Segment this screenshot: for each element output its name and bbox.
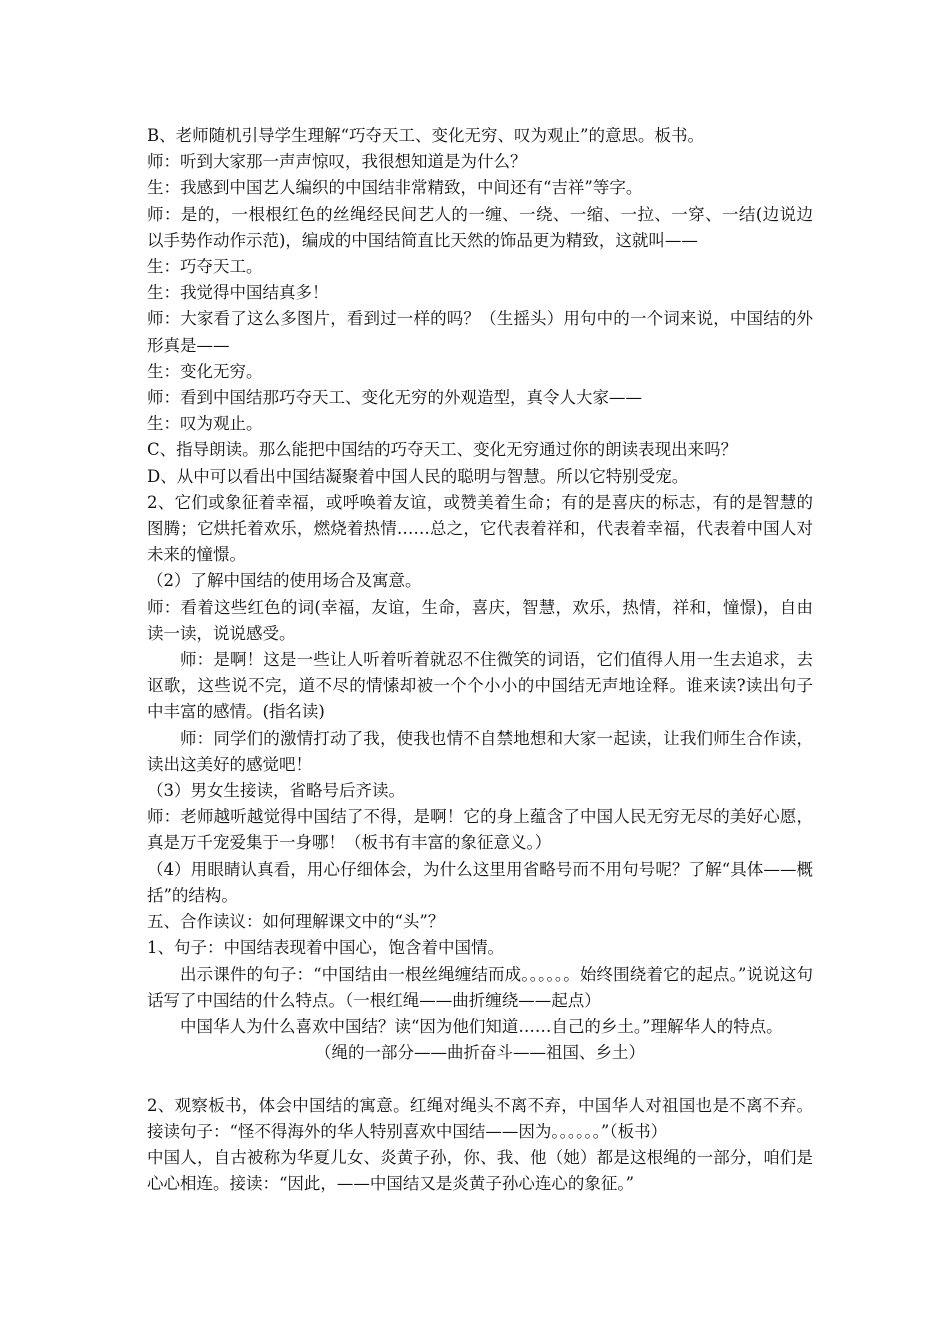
paragraph-rope-summary: （绳的一部分——曲折奋斗——祖国、乡土） [315, 1043, 645, 1063]
paragraph-section-2: （2）了解中国结的使用场合及寓意。 [147, 571, 422, 591]
paragraph-2-symbol: 2、它们或象征着幸福，或呼唤着友谊，或赞美着生命；有的是喜庆的标志，有的是智慧的图腾；它烘托着欢乐，燃烧着热情……总之，它代表着祥和，代表着幸福，代表着中国人对未来的憧憬。 [147, 492, 813, 565]
paragraph-student-tanwei: 生：叹为观止。 [147, 414, 263, 434]
paragraph-chinese-love: 中国华人为什么喜欢中国结？读“因为他们知道……自己的乡土。”理解华人的特点。 [180, 1016, 783, 1036]
paragraph-teacher-pictures: 师：大家看了这么多图片，看到过一样的吗？（生摇头）用句中的一个词来说，中国结的外形真是—— [147, 309, 813, 355]
paragraph-c: C、指导朗读。那么能把中国结的巧夺天工、变化无穷通过你的朗读表现出来吗？ [147, 440, 738, 460]
paragraph-teacher-amazing: 师：老师越听越觉得中国结了不得，是啊！它的身上蕴含了中国人民无穷无尽的美好心愿，真是万千宠爱集于一身哪！（板书有丰富的象征意义。） [147, 807, 813, 853]
paragraph-teacher-passion: 师：同学们的激情打动了我，使我也情不自禁地想和大家一起读，让我们师生合作读，读出这美好的感觉吧！ [147, 728, 813, 774]
paragraph-d: D、从中可以看出中国结凝聚着中国人民的聪明与智慧。所以它特别受宠。 [147, 466, 689, 486]
paragraph-teacher-smile-words: 师：是啊！这是一些让人听着听着就忍不住微笑的词语，它们值得人用一生去追求，去讴歌，这些说不完，道不尽的情愫却被一个个小小的中国结无声地诠释。谁来读?读出句子中丰富的感情。(指名读) [147, 650, 813, 722]
paragraph-teacher-question: 师：听到大家那一声声惊叹，我很想知道是为什么？ [147, 152, 527, 172]
paragraph-section-3: （3）男女生接读，省略号后齐读。 [147, 781, 405, 801]
paragraph-five-heading: 五、合作读议：如何理解课文中的“头”？ [147, 912, 445, 932]
paragraph-teacher-appearance: 师：看到中国结那巧夺天工、变化无穷的外观造型，真令人大家—— [147, 388, 642, 408]
paragraph-chinese-people: 中国人，自古被称为华夏儿女、炎黄子孙，你、我、他（她）都是这根绳的一部分，咱们是心心相连。接读：“因此，——中国结又是炎黄子孙心连心的象征。” [147, 1147, 813, 1194]
blank-line [147, 1066, 813, 1092]
paragraph-student-answer: 生：我感到中国艺人编织的中国结非常精致，中间还有“吉祥”等字。 [147, 178, 643, 198]
paragraph-student-many: 生：我觉得中国结真多！ [147, 283, 329, 303]
paragraph-student-bianhua: 生：变化无穷。 [147, 361, 263, 381]
paragraph-teacher-demo: 师：是的，一根根红色的丝绳经民间艺人的一缠、一绕、一缩、一拉、一穿、一结(边说边以手势作动作示范)，编成的中国结简直比天然的饰品更为精致，这就叫—— [147, 204, 813, 250]
document-page [147, 123, 813, 1197]
paragraph-section-4: （4）用眼睛认真看，用心仔细体会，为什么这里用省略号而不用句号呢？了解“具体——概括”的结构。 [147, 859, 813, 905]
paragraph-b: B、老师随机引导学生理解“巧夺天工、变化无穷、叹为观止”的意思。板书。 [147, 126, 704, 145]
paragraph-2-observe: 2、观察板书，体会中国结的寓意。红绳对绳头不离不弃，中国华人对祖国也是不离不弃。接读句子：“怪不得海外的华人特别喜欢中国结——因为。。。。。。”（板书） [147, 1095, 813, 1141]
paragraph-courseware: 出示课件的句子：“中国结由一根丝绳缠结而成。。。。。。始终围绕着它的起点。”说说这句话写了中国结的什么特点。（一根红绳——曲折缠绕——起点） [147, 964, 813, 1010]
paragraph-teacher-red-words: 师：看着这些红色的词(幸福，友谊，生命，喜庆，智慧，欢乐，热情，祥和，憧憬)，自由读一读，说说感受。 [147, 597, 813, 643]
paragraph-1-sentence: 1、句子：中国结表现着中国心，饱含着中国情。 [147, 938, 504, 958]
paragraph-student-qiaoduo: 生：巧夺天工。 [147, 257, 263, 277]
